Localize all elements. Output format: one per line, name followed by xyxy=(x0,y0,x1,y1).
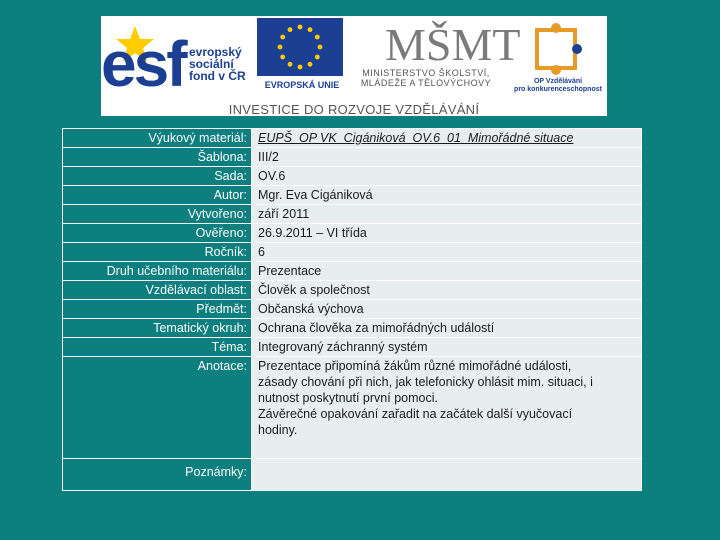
table-row xyxy=(63,205,641,224)
row-label: Druh učebního materiálu: xyxy=(63,262,252,280)
msmt-subtitle xyxy=(347,68,505,88)
msmt-logo xyxy=(347,16,521,104)
row-value: EUPŠ_OP VK_Cigániková_OV.6_01_Mimořádné situace xyxy=(252,129,641,147)
table-row xyxy=(63,300,641,319)
poznamky-label: Poznámky: xyxy=(63,459,252,490)
eu-star-icon xyxy=(315,55,320,60)
table-row xyxy=(63,319,641,338)
esf-wordmark: esf xyxy=(101,28,185,100)
poznamky-value xyxy=(252,459,641,490)
opvk-label xyxy=(509,78,607,94)
anotace-line: nutnost poskytnutí první pomoci. xyxy=(258,391,438,405)
investice-tagline: INVESTICE DO ROZVOJE VZDĚLÁVÁNÍ xyxy=(228,102,480,117)
row-value: OV.6 xyxy=(252,167,641,185)
opvk-label-line: OP Vzdělávání xyxy=(533,78,583,85)
row-value: září 2011 xyxy=(252,205,641,223)
anotace-line: Závěrečné opakování zařadit na začátek další vyučovací xyxy=(258,407,573,421)
row-value: Občanská výchova xyxy=(252,300,641,318)
eu-star-icon xyxy=(278,45,283,50)
anotace-line: Prezentace připomíná žákům různé mimořádné události, xyxy=(258,359,572,373)
row-label: Šablona: xyxy=(63,148,252,166)
row-label: Výukový materiál: xyxy=(63,129,252,147)
row-value: Člověk a společnost xyxy=(252,281,641,299)
msmt-sub-line: MINISTERSTVO ŠKOLSTVÍ, xyxy=(362,68,490,78)
table-row xyxy=(63,243,641,262)
eu-star-icon xyxy=(288,27,293,32)
eu-star-icon xyxy=(280,55,285,60)
table-row xyxy=(63,262,641,281)
row-label: Téma: xyxy=(63,338,252,356)
esf-logo xyxy=(101,16,251,104)
eu-stars-icon xyxy=(257,18,343,76)
eu-star-icon xyxy=(315,35,320,40)
eu-star-icon xyxy=(298,65,303,70)
table-row xyxy=(63,167,641,186)
row-label: Sada: xyxy=(63,167,252,185)
anotace-line: hodiny. xyxy=(258,423,298,437)
eu-star-icon xyxy=(308,27,313,32)
msmt-monogram: MŠMT xyxy=(385,19,521,70)
table-row xyxy=(63,129,641,148)
row-label: Ročník: xyxy=(63,243,252,261)
row-value: Prezentace xyxy=(252,262,641,280)
table-row xyxy=(63,281,641,300)
row-value: 26.9.2011 – VI třída xyxy=(252,224,641,242)
row-label: Vzdělávací oblast: xyxy=(63,281,252,299)
esf-sub-line: sociální xyxy=(189,57,234,71)
eu-flag-icon xyxy=(257,18,343,76)
opvk-label-line: pro konkurenceschopnost xyxy=(514,86,602,93)
eu-star-icon xyxy=(318,45,323,50)
eu-star-icon xyxy=(308,62,313,67)
anotace-label: Anotace: xyxy=(63,357,252,458)
esf-subtitle xyxy=(189,46,246,82)
row-label: Autor: xyxy=(63,186,252,204)
opvk-puzzle-icon xyxy=(511,18,607,78)
row-value: Ochrana člověka za mimořádných událostí xyxy=(252,319,641,337)
anotace-line: zásady chování při nich, jak telefonicky ohlásit mim. situaci, i xyxy=(258,375,593,389)
table-row xyxy=(63,338,641,357)
metadata-table xyxy=(62,128,642,491)
esf-sub-line: evropský xyxy=(189,45,242,59)
row-label: Předmět: xyxy=(63,300,252,318)
row-value: Mgr. Eva Cigániková xyxy=(252,186,641,204)
table-row xyxy=(63,148,641,167)
table-row xyxy=(63,224,641,243)
table-row xyxy=(63,186,641,205)
eu-star-icon xyxy=(280,35,285,40)
esf-sub-line: fond v ČR xyxy=(189,69,246,83)
anotace-value xyxy=(252,357,641,458)
row-label: Tematický okruh: xyxy=(63,319,252,337)
eu-star-icon xyxy=(298,25,303,30)
eu-star-icon xyxy=(288,62,293,67)
row-value: Integrovaný záchranný systém xyxy=(252,338,641,356)
msmt-sub-line: MLÁDEŽE A TĚLOVÝCHOVY xyxy=(360,78,492,88)
logo-banner xyxy=(101,16,607,116)
table-row-poznamky xyxy=(63,459,641,490)
row-label: Ověřeno: xyxy=(63,224,252,242)
eu-label: EVROPSKÁ UNIE xyxy=(264,80,340,90)
row-label: Vytvořeno: xyxy=(63,205,252,223)
row-value: III/2 xyxy=(252,148,641,166)
msmt-monogram-icon xyxy=(347,16,521,70)
row-value: 6 xyxy=(252,243,641,261)
table-row-anotace xyxy=(63,357,641,459)
